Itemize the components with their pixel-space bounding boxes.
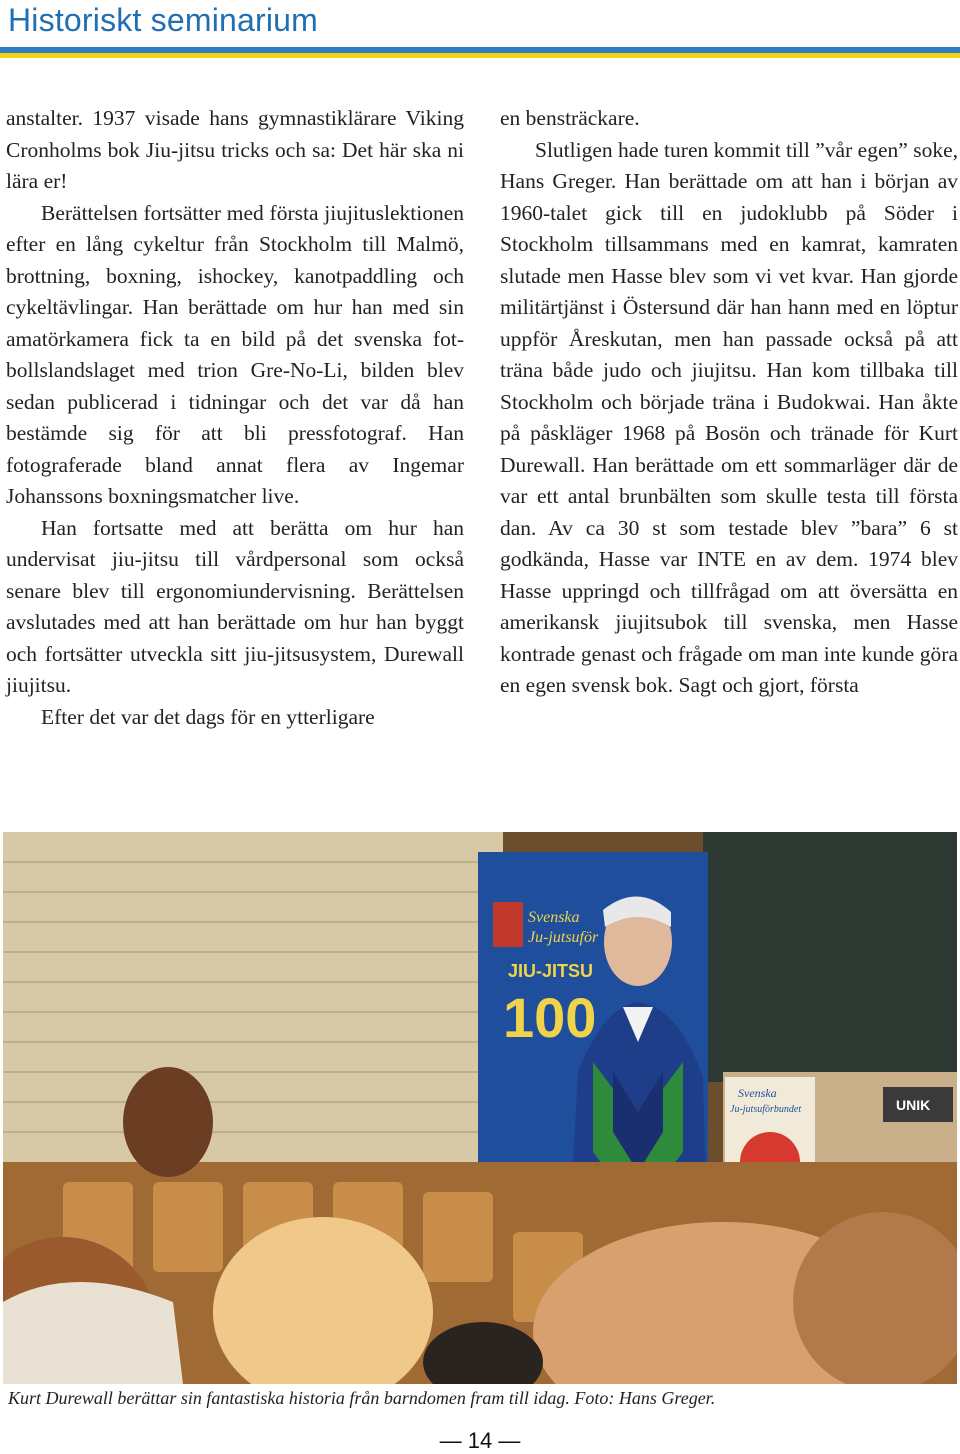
brick-wall (3, 832, 503, 1162)
seminar-photo (3, 832, 957, 1384)
section-title: Historiskt seminarium (8, 2, 319, 38)
photo-caption: Kurt Durewall berättar sin fantastiska historia från barndomen fram till idag. Foto: Hans Greger. (8, 1388, 716, 1408)
paragraph: en bensträckare. (500, 106, 640, 130)
paragraph: Slutligen hade turen kommit till ”vår egen” soke, Hans Greger. Han berättade om att han i början av 1960-talet gick till en judoklubb på Söder i Stockholm tillsammans med en kamrat, kamraten slutade men Hasse blev som vi vet kvar. Han gjorde militärtjänst i Östersund där han hann med en löptur uppför Åreskutan, men han passade också på att träna både judo och jiujitsu. Han kom tillbaka till Stockholm och började träna i Budokwai. Han åkte på påskläger 1968 på Bosön och tränade för Kurt Durewall. Han berättade om ett sommarläger där de var ett antal brunbälten som skulle testa till första dan. Av ca 30 st som testade blev ”bara” 6 st godkända, Hasse var INTE en av dem. 1974 blev Hasse uppringd och tillfrågad om att översätta en amerikansk jiujitsubok till svenska, men Hasse kontrade genast och frågade om man inte kunde göra en egen svensk bok. Sagt och gjort, första (500, 137, 958, 697)
article-column-right (500, 103, 958, 702)
article-column-left (6, 103, 464, 733)
paragraph: Berättelsen fortsätter med första jiujituslektionen efter en lång cykeltur från Stockholm till Malmö, brottning, boxning, ishockey, kanotpaddling och cykeltävlingar. Han berättade om hur han med sin amatörkamera fick ta en bild på det svenska fotbollslandslaget med trion Gre-No-Li, bilden blev sedan publicerad i tidningar och det var då han bestämde sig för att bli pressfotograf. Han fotograferade bland annat flera av Ingemar Johanssons boxningsmatcher live. (6, 200, 464, 508)
banner-text: 100 (503, 986, 597, 1049)
page-header (0, 0, 960, 52)
podium-text: Svenska (738, 1086, 777, 1100)
banner-text: Ju-jutsuför (528, 929, 599, 946)
podium-text: Ju-jutsuförbundet (730, 1104, 802, 1115)
paragraph: anstalter. 1937 visade hans gymnastiklärare Viking Cronholms bok Jiu-jitsu tricks och sa: Det här ska ni lära er! (6, 106, 464, 193)
page-number: — 14 — (439, 1428, 521, 1453)
header-stripe-yellow (0, 53, 960, 58)
paragraph: Han fortsatte med att berätta om hur han undervisat jiu-jitsu till vårdpersonal som också senare blev till ergonomiundervisning. Berättelsen avslutades med att han berättade om hur han byggt och fortsätter utveckla sitt jiu-jitsusystem, Durewall jiujitsu. (6, 515, 464, 697)
paragraph: Efter det var det dags för en ytterligare (41, 704, 375, 729)
banner-text: Svenska (528, 909, 580, 926)
blackboard (703, 832, 957, 1082)
banner-text: JIU-JITSU (508, 961, 594, 981)
podium-text: UNIK (896, 1097, 931, 1113)
